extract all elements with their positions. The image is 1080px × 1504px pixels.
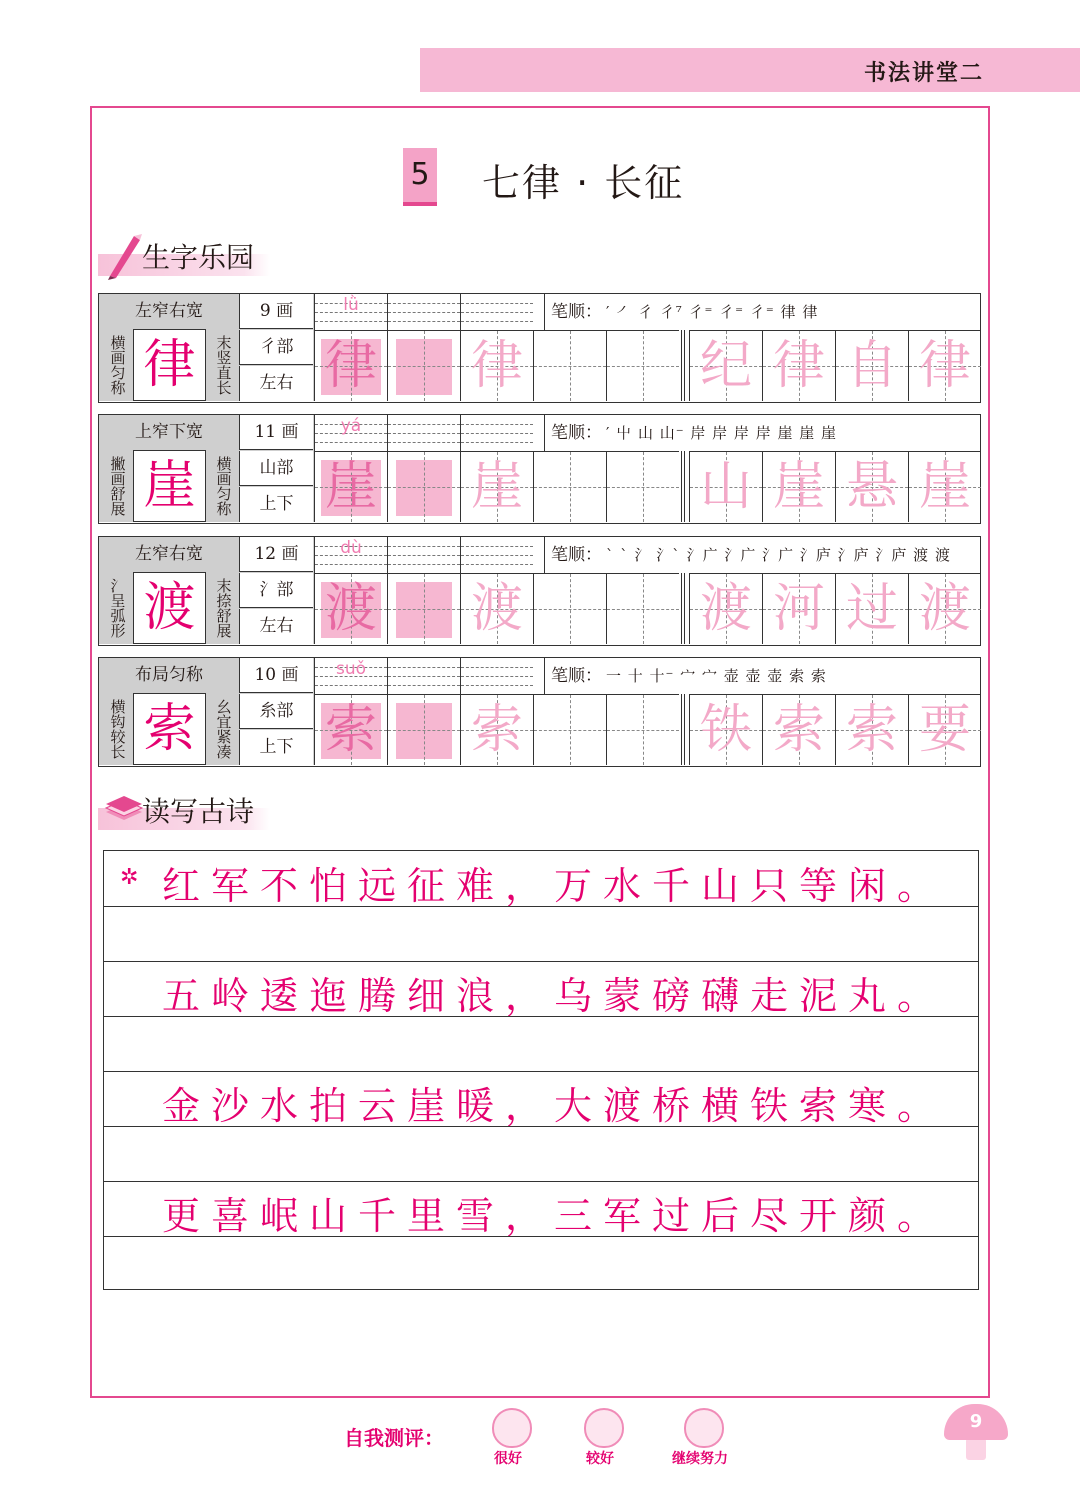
pinyin-cell[interactable] [387, 294, 460, 330]
model-character: 崖 [133, 450, 206, 522]
model-character: 索 [133, 693, 206, 765]
poem-line [104, 1071, 978, 1126]
stroke-sequence: 一 十 十⁻ 宀 宀 壶 壶 壶 索 索 [606, 667, 827, 685]
layout-note: 上窄下宽 [135, 422, 203, 442]
pinyin-cell[interactable] [314, 658, 387, 694]
stroke-order [544, 658, 982, 694]
divider [681, 694, 685, 765]
word-cell[interactable] [689, 451, 762, 522]
grid-line [104, 906, 978, 907]
layout-note: 左窄右宽 [135, 544, 203, 564]
pinyin-cell[interactable] [460, 415, 533, 451]
tip-right-text: 末竖直长 [214, 335, 233, 395]
section-poem [98, 786, 270, 830]
stroke-order-label: 笔顺： [551, 302, 602, 322]
rating-good: 较好 [586, 1451, 614, 1467]
stroke-order-label: 笔顺： [551, 423, 602, 443]
practice-cell[interactable] [606, 451, 679, 522]
tip-left-text: 横钩较长 [108, 699, 127, 759]
section-title: 书法讲堂二 [863, 61, 984, 86]
poem-line-text: 红军不怕远征难，万水千山只等闲。 [162, 864, 947, 908]
word-character: 崖 [918, 457, 971, 517]
tip-right [207, 572, 239, 644]
trace-character: 索 [324, 700, 377, 760]
poem-practice-grid [103, 850, 979, 1290]
practice-cell[interactable] [314, 451, 387, 522]
tip-left-text: 横画匀称 [108, 335, 127, 395]
word-cell[interactable] [689, 330, 762, 401]
rating-keep-trying: 继续努力 [672, 1451, 728, 1467]
practice-cell[interactable] [387, 694, 460, 765]
tip-right-text: 幺宜紧凑 [214, 699, 233, 759]
practice-cell[interactable] [460, 451, 533, 522]
practice-cell[interactable] [314, 694, 387, 765]
model-character: 渡 [133, 572, 206, 644]
divider [681, 451, 685, 522]
word-character: 纪 [699, 336, 752, 396]
stroke-count: 10 画 [239, 658, 313, 693]
word-cell[interactable] [835, 330, 908, 401]
trace-character: 渡 [470, 579, 523, 639]
poem-line [104, 961, 978, 1016]
word-character: 渡 [918, 579, 971, 639]
tip-left-text: 氵呈弧形 [108, 578, 127, 638]
word-cell[interactable] [762, 694, 835, 765]
stroke-count: 12 画 [239, 537, 313, 572]
section-label: 读写古诗 [142, 795, 255, 828]
pinyin-cell[interactable] [460, 658, 533, 694]
stroke-order [544, 537, 982, 573]
tip-left [101, 329, 133, 401]
practice-cell[interactable] [606, 694, 679, 765]
trace-character: 渡 [324, 579, 377, 639]
pinyin-cell[interactable] [387, 415, 460, 451]
practice-cell[interactable] [314, 330, 387, 401]
word-cell[interactable] [762, 451, 835, 522]
structure: 左右 [239, 609, 313, 644]
word-cell[interactable] [689, 573, 762, 644]
word-cell[interactable] [908, 451, 981, 522]
page-number: 9 [944, 1404, 1008, 1440]
character-table [98, 657, 981, 767]
word-character: 索 [845, 700, 898, 760]
model-character: 律 [133, 329, 206, 401]
poem-line [104, 1181, 978, 1236]
structure: 上下 [239, 730, 313, 765]
practice-cell[interactable] [533, 694, 606, 765]
practice-cell[interactable] [533, 330, 606, 401]
word-character: 要 [918, 700, 971, 760]
pinyin-cell[interactable] [314, 537, 387, 573]
word-cell[interactable] [689, 694, 762, 765]
word-character: 渡 [699, 579, 752, 639]
smile-face-icon[interactable] [584, 1408, 624, 1448]
pinyin-cell[interactable] [460, 294, 533, 330]
word-cell[interactable] [835, 573, 908, 644]
word-cell[interactable] [762, 330, 835, 401]
footer [0, 1400, 1080, 1504]
section-characters [98, 232, 270, 276]
word-cell[interactable] [908, 573, 981, 644]
word-cell[interactable] [835, 451, 908, 522]
sad-face-icon[interactable] [684, 1408, 724, 1448]
character-table [98, 414, 981, 524]
radical: 彳部 [239, 330, 313, 365]
pinyin-cell[interactable] [387, 537, 460, 573]
trace-character: 崖 [470, 457, 523, 517]
section-label: 生字乐园 [142, 241, 255, 274]
word-character: 律 [772, 336, 825, 396]
word-cell[interactable] [835, 694, 908, 765]
structure: 上下 [239, 487, 313, 522]
stroke-order-label: 笔顺： [551, 666, 602, 686]
radical: 氵部 [239, 573, 313, 608]
tip-left [101, 572, 133, 644]
tip-right-text: 末捺舒展 [214, 578, 233, 638]
stroke-sequence: ′ ㇒ 彳 彳⁷ 彳⁼ 彳⁼ 彳⁼ 律 律 [606, 303, 819, 321]
poem-line-text: 更喜岷山千里雪，三军过后尽开颜。 [162, 1194, 947, 1238]
word-character: 崖 [772, 457, 825, 517]
pinyin-text: suǒ [335, 659, 367, 679]
tip-left [101, 693, 133, 765]
grid-line [104, 1126, 978, 1127]
stroke-order [544, 415, 982, 451]
lesson-number: 5 [403, 148, 437, 202]
pinyin-text: yá [340, 416, 362, 436]
structure: 左右 [239, 366, 313, 401]
practice-cell[interactable] [533, 451, 606, 522]
stroke-count: 9 画 [239, 294, 313, 329]
practice-cell[interactable] [460, 573, 533, 644]
layout-note: 左窄右宽 [135, 301, 203, 321]
radical: 糸部 [239, 694, 313, 729]
practice-cell[interactable] [606, 573, 679, 644]
tip-left-text: 撇画舒展 [108, 456, 127, 516]
mushroom-stem [966, 1438, 986, 1460]
practice-cell[interactable] [387, 573, 460, 644]
practice-cell[interactable] [387, 451, 460, 522]
word-character: 过 [845, 579, 898, 639]
word-cell[interactable] [908, 330, 981, 401]
word-character: 河 [772, 579, 825, 639]
pinyin-cell[interactable] [314, 294, 387, 330]
trace-character: 索 [470, 700, 523, 760]
tip-right [207, 693, 239, 765]
word-cell[interactable] [762, 573, 835, 644]
practice-cell[interactable] [460, 694, 533, 765]
character-table [98, 293, 981, 403]
practice-cell[interactable] [387, 330, 460, 401]
character-table [98, 536, 981, 646]
pinyin-text: lǜ [343, 295, 359, 315]
stroke-order-label: 笔顺： [551, 545, 602, 565]
pinyin-text: dù [340, 538, 362, 558]
stroke-count: 11 画 [239, 415, 313, 450]
word-cell[interactable] [908, 694, 981, 765]
practice-cell[interactable] [460, 330, 533, 401]
lesson-name: 七律 · 长征 [482, 161, 685, 205]
rating-very-good: 很好 [494, 1451, 522, 1467]
word-character: 自 [845, 336, 898, 396]
word-character: 铁 [699, 700, 752, 760]
word-character: 律 [918, 336, 971, 396]
tip-right [207, 450, 239, 522]
word-character: 山 [699, 457, 752, 517]
stroke-order [544, 294, 982, 330]
trace-character: 律 [470, 336, 523, 396]
happy-face-icon[interactable] [492, 1408, 532, 1448]
tip-right-text: 横画匀称 [214, 456, 233, 516]
practice-cell[interactable] [533, 573, 606, 644]
poem-line [104, 851, 978, 906]
book-icon [104, 786, 144, 826]
stroke-sequence: ′ 屮 山 山⁻ 岸 岸 岸 岸 崖 崖 崖 [606, 424, 838, 442]
trace-character: 崖 [324, 457, 377, 517]
pen-icon [104, 232, 144, 280]
practice-cell[interactable] [606, 330, 679, 401]
self-eval-label: 自我测评： [344, 1426, 444, 1450]
layout-note: 布局匀称 [135, 665, 203, 685]
lesson-title [0, 148, 1080, 204]
stroke-sequence: ` ` 氵 氵` 氵广 氵广 氵广 氵庐 氵庐 氵庐 渡 渡 [606, 546, 951, 564]
grid-line [104, 1016, 978, 1017]
trace-character: 律 [324, 336, 377, 396]
divider [681, 573, 685, 644]
divider [681, 330, 685, 401]
poem-line-text: 五岭逶迤腾细浪，乌蒙磅礴走泥丸。 [162, 974, 947, 1018]
tip-left [101, 450, 133, 522]
pinyin-cell[interactable] [387, 658, 460, 694]
pinyin-cell[interactable] [314, 415, 387, 451]
tip-right [207, 329, 239, 401]
poem-line-text: 金沙水拍云崖暖，大渡桥横铁索寒。 [162, 1084, 947, 1128]
practice-cell[interactable] [314, 573, 387, 644]
word-character: 悬 [845, 457, 898, 517]
word-character: 索 [772, 700, 825, 760]
grid-line [104, 1236, 978, 1237]
pinyin-cell[interactable] [460, 537, 533, 573]
radical: 山部 [239, 451, 313, 486]
header-band [420, 48, 1080, 92]
flower-icon: ✲ [120, 865, 139, 890]
